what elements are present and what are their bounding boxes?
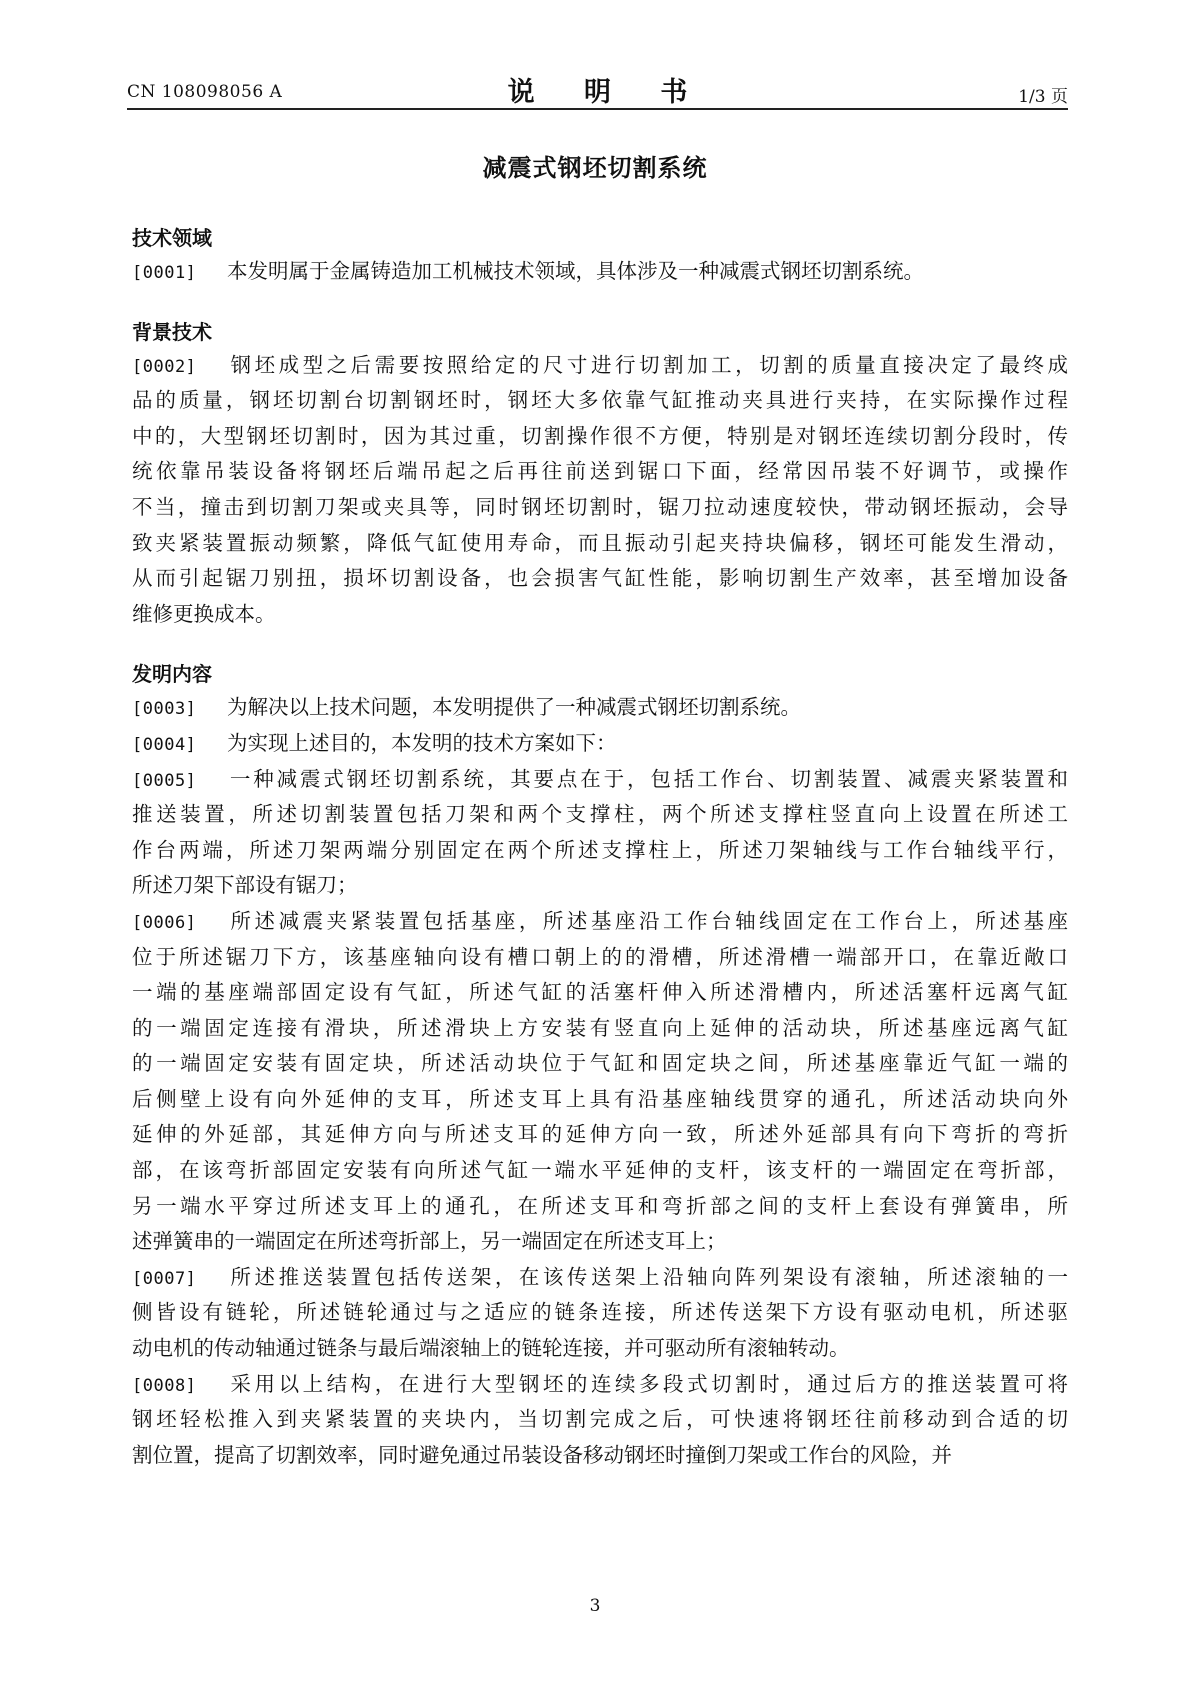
paragraph-line: 从而引起锯刀别扭，损坏切割设备，也会损害气缸性能，影响切割生产效率，甚至增加设备 xyxy=(132,566,1068,591)
paragraph-text: 采用以上结构，在进行大型钢坯的连续多段式切割时，通过后方的推送装置可将 xyxy=(227,1371,1068,1396)
paragraph-line: 另一端水平穿过所述支耳上的通孔，在所述支耳和弯折部之间的支杆上套设有弹簧串，所 xyxy=(132,1193,1068,1218)
paragraph-line xyxy=(132,348,1068,384)
paragraph-line: 位于所述锯刀下方，该基座轴向设有槽口朝上的的滑槽，所述滑槽一端部开口，在靠近敞口 xyxy=(132,944,1068,969)
paragraph-number: [0006] xyxy=(132,912,197,933)
page-header xyxy=(127,70,1068,106)
paragraph-number: [0008] xyxy=(132,1375,197,1396)
header-divider xyxy=(127,108,1068,110)
section-heading-background: 背景技术 xyxy=(132,319,212,344)
paragraph-line: 统依靠吊装设备将钢坯后端吊起之后再往前送到锯口下面，经常因吊装不好调节，或操作 xyxy=(132,459,1068,484)
paragraph-0004 xyxy=(132,726,1068,762)
paragraph-line xyxy=(132,1367,1068,1403)
paragraph-line xyxy=(132,904,1068,940)
paragraph-number: [0002] xyxy=(132,356,197,377)
paragraph-number: [0007] xyxy=(132,1268,197,1289)
paragraph-line: 致夹紧装置振动频繁，降低气缸使用寿命，而且振动引起夹持块偏移，钢坯可能发生滑动， xyxy=(132,530,1068,555)
paragraph-line: 作台两端，所述刀架两端分别固定在两个所述支撑柱上，所述刀架轴线与工作台轴线平行， xyxy=(132,837,1068,862)
doc-number: CN 108098056 A xyxy=(127,82,283,102)
paragraph-text: 所述推送装置包括传送架，在该传送架上沿轴向阵列架设有滚轴，所述滚轴的一 xyxy=(227,1264,1068,1289)
paragraph-line xyxy=(132,254,1068,290)
paragraph-0006 xyxy=(132,904,1068,1260)
paragraph-0005 xyxy=(132,762,1068,904)
paragraph-0002 xyxy=(132,348,1068,633)
paragraph-line: 述弹簧串的一端固定在所述弯折部上，另一端固定在所述支耳上； xyxy=(132,1229,727,1254)
paragraph-number: [0005] xyxy=(132,770,197,791)
paragraph-line xyxy=(132,726,1068,762)
paragraph-line: 品的质量，钢坯切割台切割钢坯时，钢坯大多依靠气缸推动夹具进行夹持，在实际操作过程 xyxy=(132,388,1068,413)
paragraph-line: 维修更换成本。 xyxy=(132,601,276,626)
paragraph-0003 xyxy=(132,690,1068,726)
paragraph-line: 所述刀架下部设有锯刀； xyxy=(132,873,358,898)
paragraph-line: 延伸的外延部，其延伸方向与所述支耳的延伸方向一致，所述外延部具有向下弯折的弯折 xyxy=(132,1122,1068,1147)
paragraph-line: 动电机的传动轴通过链条与最后端滚轴上的链轮连接，并可驱动所有滚轴转动。 xyxy=(132,1336,850,1361)
paragraph-text: 本发明属于金属铸造加工机械技术领域，具体涉及一种减震式钢坯切割系统。 xyxy=(227,259,924,283)
paragraph-number: [0003] xyxy=(132,699,197,720)
paragraph-0007 xyxy=(132,1260,1068,1367)
paragraph-text: 钢坯成型之后需要按照给定的尺寸进行切割加工，切割的质量直接决定了最终成 xyxy=(227,352,1068,377)
paragraph-0001 xyxy=(132,254,1068,290)
paragraph-line xyxy=(132,762,1068,798)
paragraph-line: 侧皆设有链轮，所述链轮通过与之适应的链条连接，所述传送架下方设有驱动电机，所述驱 xyxy=(132,1300,1068,1325)
paragraph-text: 一种减震式钢坯切割系统，其要点在于，包括工作台、切割装置、减震夹紧装置和 xyxy=(227,766,1068,791)
paragraph-text: 为实现上述目的，本发明的技术方案如下： xyxy=(227,730,617,755)
section-heading-invention: 发明内容 xyxy=(132,662,212,687)
paragraph-line: 的一端固定连接有滑块，所述滑块上方安装有竖直向上延伸的活动块，所述基座远离气缸 xyxy=(132,1015,1068,1040)
paragraph-line: 钢坯轻松推入到夹紧装置的夹块内，当切割完成之后，可快速将钢坯往前移动到合适的切 xyxy=(132,1407,1068,1432)
page-indicator: 1/3 页 xyxy=(1018,87,1068,107)
paragraph-number: [0001] xyxy=(132,263,197,283)
paragraph-line: 的一端固定安装有固定块，所述活动块位于气缸和固定块之间，所述基座靠近气缸一端的 xyxy=(132,1051,1068,1076)
paragraph-line: 一端的基座端部固定设有气缸，所述气缸的活塞杆伸入所述滑槽内，所述活塞杆远离气缸 xyxy=(132,980,1068,1005)
paragraph-0008 xyxy=(132,1367,1068,1474)
paragraph-line: 部，在该弯折部固定安装有向所述气缸一端水平延伸的支杆，该支杆的一端固定在弯折部， xyxy=(132,1158,1068,1183)
paragraph-line: 推送装置，所述切割装置包括刀架和两个支撑柱，两个所述支撑柱竖直向上设置在所述工 xyxy=(132,802,1068,827)
paragraph-text: 为解决以上技术问题，本发明提供了一种减震式钢坯切割系统。 xyxy=(227,695,801,720)
paragraph-line: 不当，撞击到切割刀架或夹具等，同时钢坯切割时，锯刀拉动速度较快，带动钢坯振动，会导 xyxy=(132,494,1068,519)
page-number: 3 xyxy=(589,1596,601,1616)
paragraph-line xyxy=(132,1260,1068,1296)
document-body xyxy=(132,222,1068,1473)
doc-type: 说 明 书 xyxy=(507,77,708,108)
paragraph-line: 割位置，提高了切割效率，同时避免通过吊装设备移动钢坯时撞倒刀架或工作台的风险，并 xyxy=(132,1442,952,1467)
section-heading-field: 技术领域 xyxy=(132,226,212,250)
paragraph-line: 后侧壁上设有向外延伸的支耳，所述支耳上具有沿基座轴线贯穿的通孔，所述活动块向外 xyxy=(132,1086,1068,1111)
document-title: 减震式钢坯切割系统 xyxy=(482,154,708,182)
paragraph-line xyxy=(132,690,1068,726)
paragraph-text: 所述减震夹紧装置包括基座，所述基座沿工作台轴线固定在工作台上，所述基座 xyxy=(227,908,1068,933)
paragraph-line: 中的，大型钢坯切割时，因为其过重，切割操作很不方便，特别是对钢坯连续切割分段时，传 xyxy=(132,423,1068,448)
paragraph-number: [0004] xyxy=(132,734,197,755)
